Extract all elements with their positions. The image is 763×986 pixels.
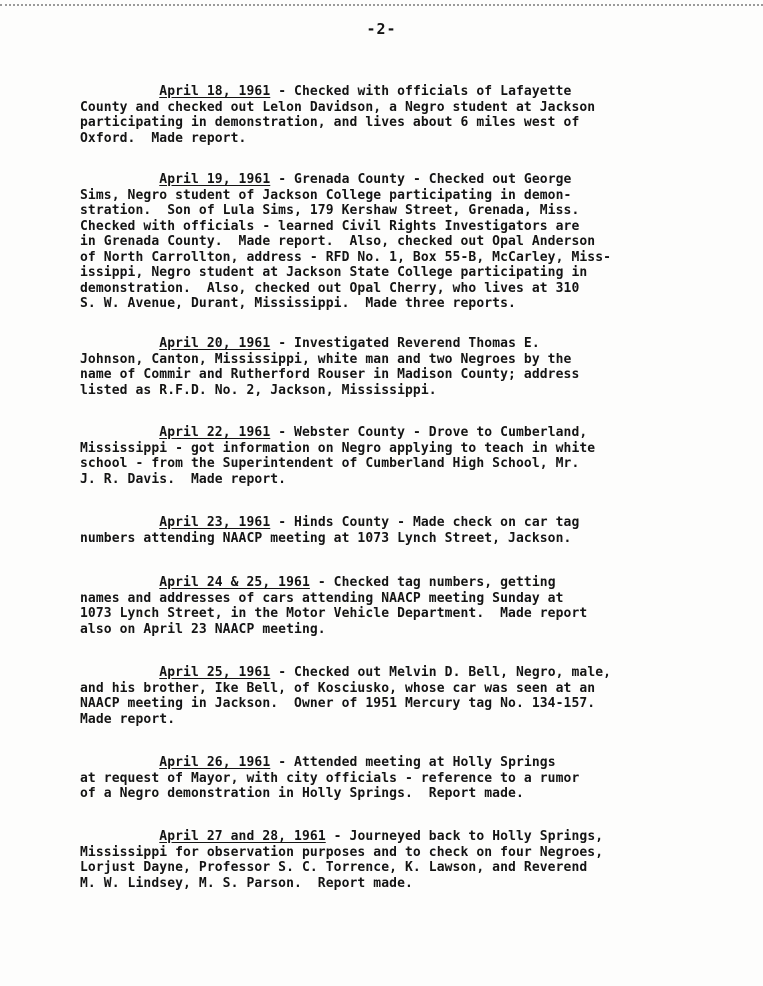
entry-date: April 26, 1961 <box>159 755 271 770</box>
entry-date: April 27 and 28, 1961 <box>159 829 326 844</box>
entry-date: April 20, 1961 <box>159 336 271 351</box>
entry-line: at request of Mayor, with city officials - reference to a rumor <box>80 770 580 786</box>
entry-line: County and checked out Lelon Davidson, a Negro student at Jackson <box>80 99 596 115</box>
entry-first-line: April 20, 1961 - Investigated Reverend Thomas E. <box>159 336 540 351</box>
entry-line: J. R. Davis. Made report. <box>80 471 287 487</box>
entry-line: and his brother, Ike Bell, of Kosciusko, whose car was seen at an <box>80 680 596 696</box>
entry-first-line: April 25, 1961 - Checked out Melvin D. Bell, Negro, male, <box>159 665 612 680</box>
entry-date: April 18, 1961 <box>159 84 271 99</box>
entry-line: in Grenada County. Made report. Also, checked out Opal Anderson <box>80 234 596 249</box>
entry-date: April 19, 1961 <box>159 172 271 187</box>
entry-first-line: April 23, 1961 - Hinds County - Made check on car tag <box>159 515 580 530</box>
entry-line: S. W. Avenue, Durant, Mississippi. Made three reports. <box>80 296 516 311</box>
entry-line: name of Commir and Rutherford Rouser in Madison County; address <box>80 367 580 382</box>
entry-april-26 <box>80 755 680 802</box>
entry-date: April 24 & 25, 1961 <box>159 575 310 590</box>
entry-april-22 <box>80 425 680 487</box>
entry-line: Lorjust Dayne, Professor S. C. Torrence, K. Lawson, and Reverend <box>80 860 588 875</box>
entry-april-27-28 <box>80 829 680 891</box>
entry-line: school - from the Superintendent of Cumberland High School, Mr. <box>80 456 580 471</box>
entry-line: Johnson, Canton, Mississippi, white man and two Negroes by the <box>80 351 572 367</box>
entry-first-line: April 19, 1961 - Grenada County - Checked out George <box>159 172 572 187</box>
entry-line: issippi, Negro student at Jackson State College participating in <box>80 265 588 280</box>
entry-line: listed as R.F.D. No. 2, Jackson, Mississippi. <box>80 382 437 398</box>
entry-line: participating in demonstration, and lives about 6 miles west of <box>80 115 580 130</box>
entry-april-20 <box>80 336 680 398</box>
page-number: -2- <box>366 20 397 38</box>
entry-date: April 23, 1961 <box>159 515 271 530</box>
entry-line: also on April 23 NAACP meeting. <box>80 621 326 637</box>
entry-line: Oxford. Made report. <box>80 130 247 146</box>
entry-line: of a Negro demonstration in Holly Springs. Report made. <box>80 786 524 801</box>
entry-april-25 <box>80 665 680 727</box>
entry-date: April 22, 1961 <box>159 425 271 440</box>
page-top-border <box>0 4 763 6</box>
entry-april-19 <box>80 172 680 312</box>
entry-first-line: April 24 & 25, 1961 - Checked tag numbers, getting <box>159 575 556 590</box>
entry-line: Made report. <box>80 711 176 727</box>
entry-line: M. W. Lindsey, M. S. Parson. Report made. <box>80 875 413 891</box>
entry-line: demonstration. Also, checked out Opal Cherry, who lives at 310 <box>80 280 580 296</box>
entry-line: Mississippi for observation purposes and to check on four Negroes, <box>80 844 604 860</box>
entry-date: April 25, 1961 <box>159 665 271 680</box>
entry-line: 1073 Lynch Street, in the Motor Vehicle Department. Made report <box>80 606 588 621</box>
entry-first-line: April 26, 1961 - Attended meeting at Holly Springs <box>159 755 556 770</box>
entry-line: Mississippi - got information on Negro applying to teach in white <box>80 440 596 456</box>
entry-line: NAACP meeting in Jackson. Owner of 1951 Mercury tag No. 134-157. <box>80 696 596 711</box>
entry-april-18 <box>80 84 680 146</box>
entry-line: Checked with officials - learned Civil Rights Investigators are <box>80 218 580 234</box>
entry-april-23 <box>80 515 680 546</box>
entry-line: Sims, Negro student of Jackson College participating in demon- <box>80 187 572 203</box>
entry-first-line: April 27 and 28, 1961 - Journeyed back to Holly Springs, <box>159 829 604 844</box>
entry-line: of North Carrollton, address - RFD No. 1, Box 55-B, McCarley, Miss- <box>80 249 612 265</box>
entry-line: numbers attending NAACP meeting at 1073 Lynch Street, Jackson. <box>80 530 572 546</box>
entry-first-line: April 18, 1961 - Checked with officials of Lafayette <box>159 84 572 99</box>
entry-first-line: April 22, 1961 - Webster County - Drove to Cumberland, <box>159 425 588 440</box>
entry-april-24-25 <box>80 575 680 637</box>
entry-line: stration. Son of Lula Sims, 179 Kershaw Street, Grenada, Miss. <box>80 203 580 218</box>
entry-line: names and addresses of cars attending NAACP meeting Sunday at <box>80 590 564 606</box>
